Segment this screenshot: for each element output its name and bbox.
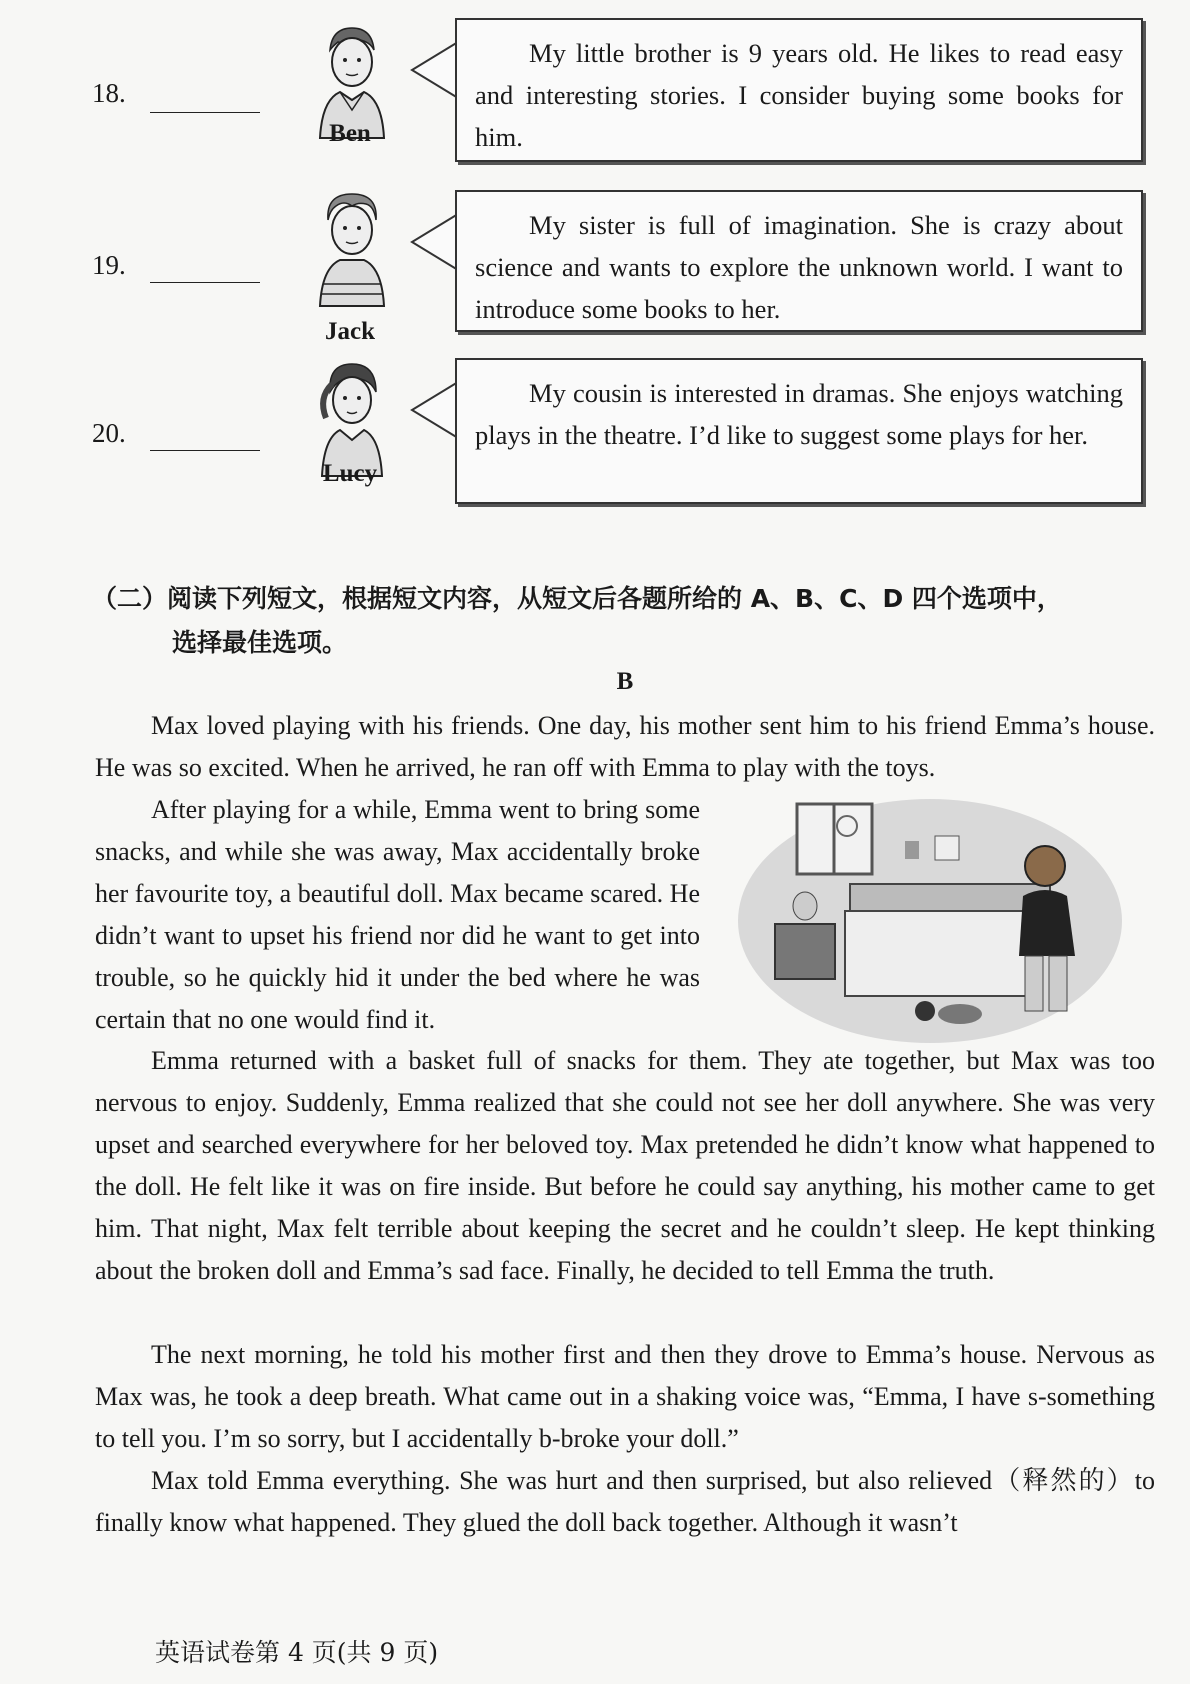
speech-bubble [455,358,1143,504]
answer-blank[interactable] [150,450,260,451]
speech-bubble [455,190,1143,332]
answer-blank[interactable] [150,112,260,113]
answer-blank[interactable] [150,282,260,283]
speech-text: My little brother is 9 years old. He likes to read easy and interesting stories. I consider buying some books for him. [475,38,1123,152]
passage-paragraph: The next morning, he told his mother first and then they drove to Emma’s house. Nervous as Max was, he took a deep breath. What came out in a shaking voice was, “Emma, I have s-something to tell you. I’m so sorry, but I accidentally b-broke your doll.” [95,1340,1155,1453]
passage-paragraph: Max told Emma everything. She was hurt and then surprised, but also relieved（释然的）to finally know what happened. They glued the doll back together. Although it wasn’t [95,1466,1155,1537]
section-heading [92,577,1152,665]
speech-text: My sister is full of imagination. She is crazy about science and wants to explore the unknown world. I want to introduce some books to her. [475,210,1123,324]
speech-bubble [455,18,1143,162]
passage-paragraph: Max loved playing with his friends. One day, his mother sent him to his friend Emma’s house. He was so excited. When he arrived, he ran off with Emma to play with the toys. [95,711,1155,782]
speech-pointer-icon [408,210,460,274]
passage-paragraph: That night, Max felt terrible about keeping the secret and he couldn’t sleep. He kept thinking about the broken doll and Emma’s sad face. Finally, he decided to tell Emma the truth. [95,1214,1155,1285]
speech-pointer-icon [408,378,460,442]
boy-avatar-icon [300,188,400,318]
question-row-18 [0,10,1190,170]
speaker-name: Jack [325,318,375,345]
speaker-name: Ben [329,120,371,147]
speech-text: My cousin is interested in dramas. She enjoys watching plays in the theatre. I’d like to suggest some plays for her. [475,378,1123,450]
speech-pointer-icon [408,38,460,102]
question-number: 20. [92,418,126,448]
section-heading-line1: （二）阅读下列短文，根据短文内容，从短文后各题所给的 A、B、C、D 四个选项中， [92,584,1062,613]
question-row-20 [0,360,1190,520]
question-number: 18. [92,78,126,108]
question-number: 19. [92,250,126,280]
passage-title: B [616,668,634,695]
section-heading-line2: 选择最佳选项。 [172,628,348,657]
question-row-19 [0,180,1190,345]
page-footer: 英语试卷第 4 页(共 9 页) [155,1638,439,1667]
passage-paragraph: Emma returned with a basket full of snacks for them. They ate together, but Max was too nervous to enjoy. Suddenly, Emma realized that she could not see her doll anywhere. She was very upset and searched everywhere for her beloved toy. Max pretended he didn’t know what happened to the doll. He felt like it was on fire inside. But before he could say anything, his mother came to get him. [95,1046,1155,1243]
bedroom-illustration [735,796,1125,1046]
speaker-name: Lucy [322,460,378,487]
passage-paragraph: After playing for a while, Emma went to bring some snacks, and while she was away, Max accidentally broke her favourite toy, a beautiful doll. Max became scared. He didn’t want to upset his friend nor did he want to get into trouble, so he quickly hid it under the bed where he was certain that no one would find it. [95,795,700,1034]
